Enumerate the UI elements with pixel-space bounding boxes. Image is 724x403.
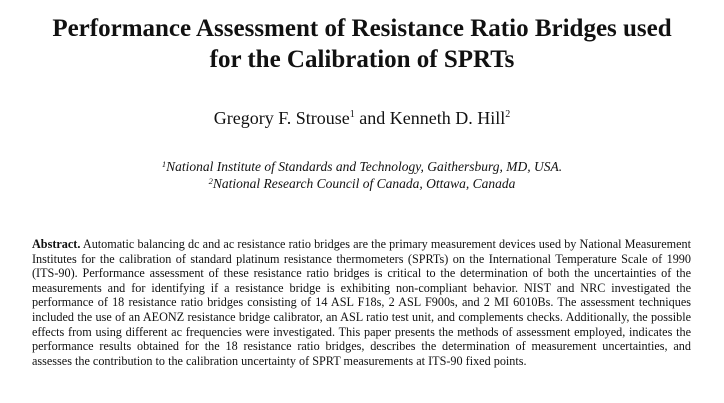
affiliation bbox=[0, 175, 724, 192]
affiliation-mark: 2 bbox=[208, 176, 213, 186]
author-connector: and bbox=[354, 108, 390, 128]
affiliation-text: National Institute of Standards and Technology, Gaithersburg, MD, USA. bbox=[166, 159, 563, 174]
paper-title bbox=[0, 13, 724, 75]
author-name: Kenneth D. Hill bbox=[389, 108, 506, 128]
author-affiliation-mark: 2 bbox=[505, 109, 511, 120]
affiliation bbox=[0, 158, 724, 175]
author-list bbox=[0, 107, 724, 129]
affiliation-text: National Research Council of Canada, Ottawa, Canada bbox=[212, 176, 516, 191]
affiliation-mark: 1 bbox=[161, 159, 167, 169]
author-affiliation-mark: 1 bbox=[349, 109, 355, 120]
title-line-1: Performance Assessment of Resistance Ratio Bridges used bbox=[52, 15, 672, 42]
abstract-text: Automatic balancing dc and ac resistance ratio bridges are the primary measurement devices used by National Measurement Institutes for the calibration of standard platinum resistance thermometers (SPRTs) on the International Temperature Scale of 1990 (ITS-90). Performance assessment of these resistance ratio bridges is critical to the determination of both the uncertainties of the measurements and for identifying if a resistance bridge is exhibiting non-compliant behavior. NIST and NRC investigated the performance of 18 resistance ratio bridges consisting of 14 ASL F18s, 2 ASL F900s, and 2 MI 6010Bs. The assessment techniques included the use of an AEONZ resistance bridge calibrator, an ASL ratio test unit, and complements checks. Additionally, the possible effects from using different ac frequencies were investigated. This paper presents the methods of assessment employed, indicates the performance results obtained for the 18 resistance ratio bridges, describes the determination of measurement uncertainties, and assesses the contribution to the calibration uncertainty of SPRT measurements at ITS-90 fixed points. bbox=[32, 237, 692, 368]
abstract bbox=[32, 237, 691, 368]
affiliation-list bbox=[0, 158, 724, 192]
title-line-2: for the Calibration of SPRTs bbox=[209, 46, 515, 73]
author-name: Gregory F. Strouse bbox=[213, 108, 350, 128]
abstract-label: Abstract. bbox=[32, 237, 81, 251]
